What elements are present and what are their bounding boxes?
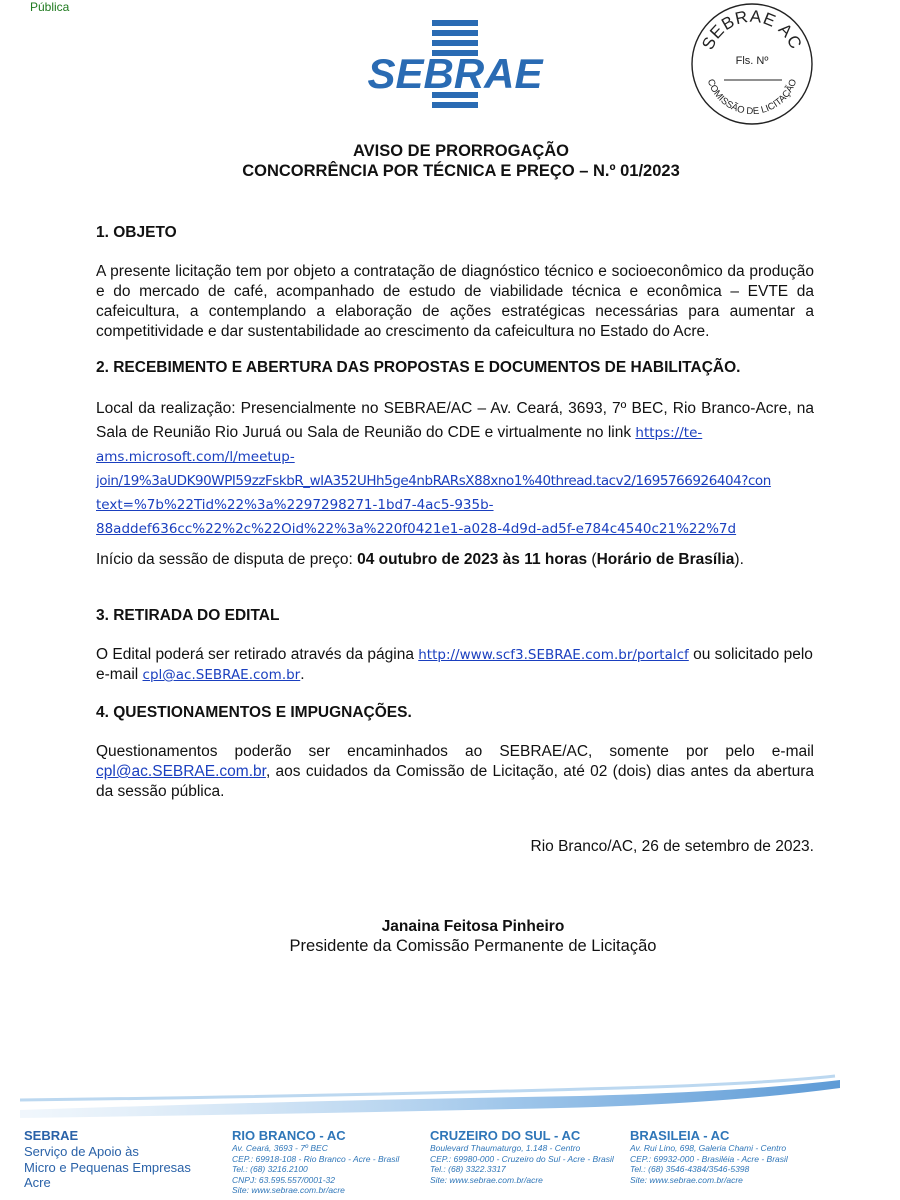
office-heading: RIO BRANCO - AC: [232, 1128, 346, 1143]
footer-organization: [24, 1128, 234, 1191]
meeting-link-line-4[interactable]: text=%7b%22Tid%22%3a%2297298271-1bd7-4ac5-935b-: [96, 497, 494, 513]
questionamentos-email-link[interactable]: cpl@ac.SEBRAE.com.br: [96, 763, 266, 780]
date-line: Rio Branco/AC, 26 de setembro de 2023.: [530, 838, 814, 855]
footer-office-rio-branco: [232, 1128, 399, 1196]
section-heading-recebimento: 2. RECEBIMENTO E ABERTURA DAS PROPOSTAS E DOCUMENTOS DE HABILITAÇÃO.: [96, 359, 741, 376]
footer-wave: [20, 1070, 840, 1120]
office-line: Site: www.sebrae.com.br/acre: [232, 1185, 345, 1195]
section-heading-objeto: 1. OBJETO: [96, 224, 177, 241]
footer-office-cruzeiro-do-sul: [430, 1128, 614, 1185]
office-line: CNPJ: 63.595.557/0001-32: [232, 1174, 336, 1185]
svg-text:SEBRAE AC: [698, 7, 806, 53]
svg-text:COMISSÃO DE LICITAÇÃO: [705, 78, 800, 117]
meeting-link-line-3[interactable]: join/19%3aUDK90WPI59zzFskbR_wIA352UHh5ge4nbRARsX88xno1%40thread.tacv2/1695766926404?con: [96, 473, 771, 489]
footer-org-line: Acre: [24, 1175, 51, 1190]
office-line: Tel.: (68) 3546-4384/3546-5398: [630, 1164, 750, 1174]
office-line: Av. Ceará, 3693 - 7º BEC: [232, 1143, 328, 1153]
office-line: Site: www.sebrae.com.br/acre: [630, 1174, 743, 1185]
document-subtitle: CONCORRÊNCIA POR TÉCNICA E PREÇO – N.º 01/2023: [242, 162, 680, 180]
local-paragraph: [96, 397, 814, 541]
office-heading: BRASILEIA - AC: [630, 1128, 730, 1143]
signatory-role: Presidente da Comissão Permanente de Licitação: [289, 937, 657, 955]
edital-paragraph: [96, 645, 814, 685]
document-title: AVISO DE PRORROGAÇÃO: [352, 142, 570, 160]
footer-office-brasileia: [630, 1128, 788, 1185]
section-heading-questionamentos: 4. QUESTIONAMENTOS E IMPUGNAÇÕES.: [96, 704, 412, 721]
meeting-link-line-5[interactable]: 88addef636cc%22%2c%22Oid%22%3a%220f0421e1-a028-4d9d-ad5f-e784c4540c21%22%7d: [96, 521, 737, 537]
objeto-paragraph: A presente licitação tem por objeto a contratação de diagnóstico técnico e socioeconômico da produção e do mercado de café, acompanhado de estudo de viabilidade técnica e econômica – EVTE da cafeicultura, a contemplando a elaboração de ações estratégicas necessárias para aumentar a competitividade e dar sustentabilidade ao crescimento da cafeicultura no Estado do Acre.: [96, 263, 814, 340]
email-link[interactable]: cpl@ac.SEBRAE.com.br: [142, 667, 301, 683]
meeting-link-line-1[interactable]: https://te-: [635, 425, 703, 441]
section-heading-edital: 3. RETIRADA DO EDITAL: [96, 607, 280, 624]
footer-org-line: Micro e Pequenas Empresas: [24, 1159, 191, 1175]
meeting-link-line-2[interactable]: ams.microsoft.com/l/meetup-: [96, 449, 295, 465]
signatory-name: Janaina Feitosa Pinheiro: [381, 918, 565, 935]
questionamentos-text-1: Questionamentos poderão ser encaminhados ao SEBRAE/AC, somente por pelo e-mail: [96, 743, 814, 760]
edital-text-3: .: [300, 666, 305, 683]
office-line: Tel.: (68) 3322.3317: [430, 1164, 506, 1174]
edital-text-1: O Edital poderá ser retirado através da página: [96, 646, 419, 663]
office-line: CEP.: 69932-000 - Brasiléia - Acre - Brasil: [630, 1153, 788, 1164]
stamp-top-text: SEBRAE AC: [698, 6, 806, 53]
questionamentos-paragraph: [96, 742, 814, 802]
office-line: CEP.: 69918-108 - Rio Branco - Acre - Brasil: [232, 1153, 400, 1164]
session-start-label: Início da sessão de disputa de preço:: [96, 551, 358, 568]
office-line: Tel.: (68) 3216.2100: [232, 1164, 308, 1174]
portal-link[interactable]: http://www.scf3.SEBRAE.com.br/portalcf: [418, 647, 689, 663]
office-line: Site: www.sebrae.com.br/acre: [430, 1174, 543, 1185]
questionamentos-text-2: , aos cuidados da Comissão de Licitação, até 02 (dois) dias antes da abertura da sessão pública.: [96, 763, 814, 800]
footer-org-name: SEBRAE: [24, 1128, 79, 1143]
office-heading: CRUZEIRO DO SUL - AC: [430, 1128, 581, 1143]
commission-stamp: [690, 2, 814, 126]
local-text: Local da realização: Presencialmente no SEBRAE/AC – Av. Ceará, 3693, 7º BEC, Rio Branco-Acre, na Sala de Reunião Rio Juruá ou Sala de Reunião do CDE e virtualmente no link: [96, 400, 814, 441]
office-line: Boulevard Thaumaturgo, 1.148 - Centro: [430, 1143, 581, 1153]
stamp-label: Fls. Nº: [735, 55, 769, 67]
session-paren-close: ).: [734, 551, 744, 568]
sebrae-logo: [360, 18, 550, 114]
stamp-bottom-text: COMISSÃO DE LICITAÇÃO: [704, 77, 800, 118]
session-paren-open: (: [587, 551, 597, 568]
logo-text: SEBRAE: [367, 50, 543, 97]
session-start-paragraph: [96, 550, 814, 570]
session-timezone: Horário de Brasília: [596, 551, 735, 568]
office-line: Av. Rui Lino, 698, Galeria Chami - Centro: [630, 1143, 787, 1153]
office-line: CEP.: 69980-000 - Cruzeiro do Sul - Acre - Brasil: [430, 1153, 614, 1164]
footer-org-line: Serviço de Apoio às: [24, 1144, 139, 1159]
edital-text-2: ou solicitado pelo e-mail: [96, 646, 813, 683]
classification-label: Pública: [30, 0, 70, 14]
session-start-datetime: 04 outubro de 2023 às 11 horas: [357, 551, 588, 568]
